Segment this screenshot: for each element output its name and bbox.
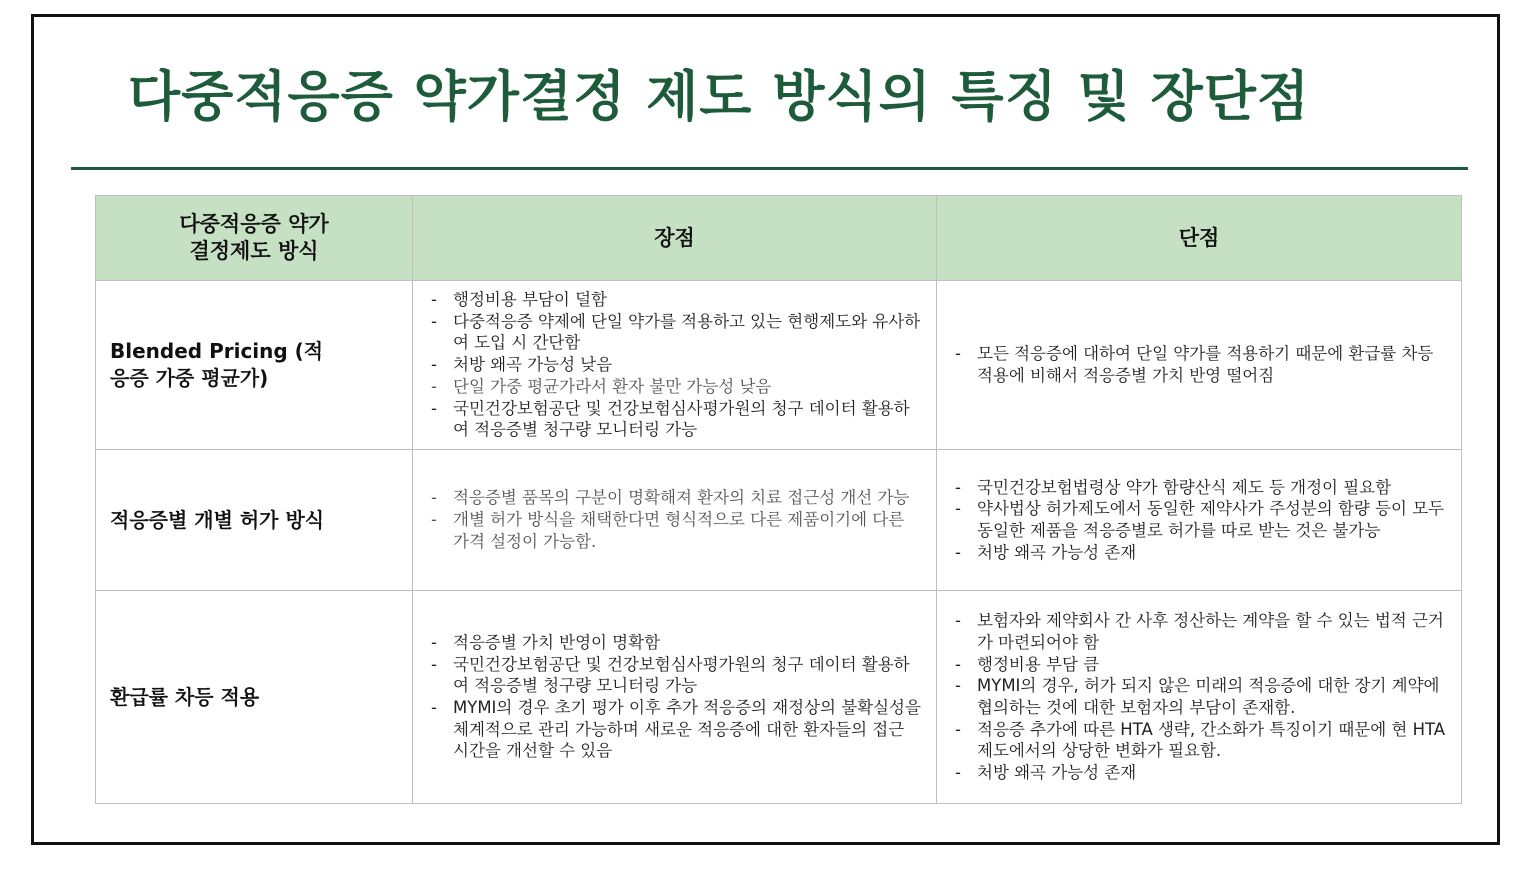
list-item: - 국민건강보험법령상 약가 함량산식 제도 등 개정이 필요함	[955, 477, 1449, 499]
header-method-label: 다중적응증 약가결정제도 방식	[179, 212, 329, 263]
list-item: - MYMI의 경우, 허가 되지 않은 미래의 적응증에 대한 장기 계약에 협의하는 것에 대한 보험자의 부담이 존재함.	[955, 675, 1449, 718]
list-item: - MYMI의 경우 초기 평가 이후 추가 적응증의 재정상의 불확실성을 체계적으로 관리 가능하며 새로운 적응증에 대한 환자들의 접근 시간을 개선할 수 있음	[431, 697, 924, 762]
list-item: - 약사법상 허가제도에서 동일한 제약사가 주성분의 함량 등이 모두 동일한 제품을 적응증별로 허가를 따로 받는 것은 불가능	[955, 498, 1449, 541]
method-cell	[96, 591, 413, 804]
list-item: - 행정비용 부담 큼	[955, 654, 1449, 676]
pros-list	[431, 632, 924, 762]
table-row	[96, 450, 1462, 591]
cons-list	[955, 343, 1449, 386]
list-item: - 다중적응증 약제에 단일 약가를 적용하고 있는 현행제도와 유사하여 도입 시 간단함	[431, 311, 924, 354]
method-label: 환급률 차등 적용	[110, 684, 260, 709]
pros-list	[431, 487, 924, 552]
pros-cell	[413, 591, 937, 804]
cons-list	[955, 477, 1449, 564]
cons-cell	[937, 281, 1462, 450]
cons-cell	[937, 450, 1462, 591]
method-label: Blended Pricing (적응증 가중 평균가)	[110, 339, 324, 390]
table-row	[96, 591, 1462, 804]
header-row	[96, 196, 1462, 281]
list-item: - 적응증별 가치 반영이 명확함	[431, 632, 924, 654]
method-label: 적응증별 개별 허가 방식	[110, 507, 325, 532]
cons-list	[955, 610, 1449, 784]
list-item: - 처방 왜곡 가능성 낮음	[431, 354, 924, 376]
list-item: - 보험자와 제약회사 간 사후 정산하는 계약을 할 수 있는 법적 근거가 마련되어야 함	[955, 610, 1449, 653]
list-item: - 처방 왜곡 가능성 존재	[955, 542, 1449, 564]
method-cell	[96, 450, 413, 591]
header-method	[96, 196, 413, 281]
list-item: - 적응증별 품목의 구분이 명확해져 환자의 치료 접근성 개선 가능	[431, 487, 924, 509]
list-item: - 단일 가중 평균가라서 환자 불만 가능성 낮음	[431, 376, 924, 398]
list-item: - 개별 허가 방식을 채택한다면 형식적으로 다른 제품이기에 다른 가격 설정이 가능함.	[431, 509, 924, 552]
list-item: - 국민건강보험공단 및 건강보험심사평가원의 청구 데이터 활용하여 적응증별 청구량 모니터링 가능	[431, 398, 924, 441]
pros-cell	[413, 281, 937, 450]
header-cons: 단점	[937, 196, 1462, 281]
table-row	[96, 281, 1462, 450]
comparison-table	[95, 195, 1462, 804]
cons-cell	[937, 591, 1462, 804]
list-item: - 처방 왜곡 가능성 존재	[955, 762, 1449, 784]
list-item: - 적응증 추가에 따른 HTA 생략, 간소화가 특징이기 때문에 현 HTA 제도에서의 상당한 변화가 필요함.	[955, 719, 1449, 762]
header-pros: 장점	[413, 196, 937, 281]
slide-title: 다중적응증 약가결정 제도 방식의 특징 및 장단점	[128, 65, 1311, 128]
list-item: - 행정비용 부담이 덜함	[431, 289, 924, 311]
list-item: - 모든 적응증에 대하여 단일 약가를 적용하기 때문에 환급률 차등 적용에 비해서 적응증별 가치 반영 떨어짐	[955, 343, 1449, 386]
pros-cell	[413, 450, 937, 591]
list-item: - 국민건강보험공단 및 건강보험심사평가원의 청구 데이터 활용하여 적응증별 청구량 모니터링 가능	[431, 654, 924, 697]
pros-list	[431, 289, 924, 441]
method-cell	[96, 281, 413, 450]
title-underline	[71, 167, 1468, 170]
